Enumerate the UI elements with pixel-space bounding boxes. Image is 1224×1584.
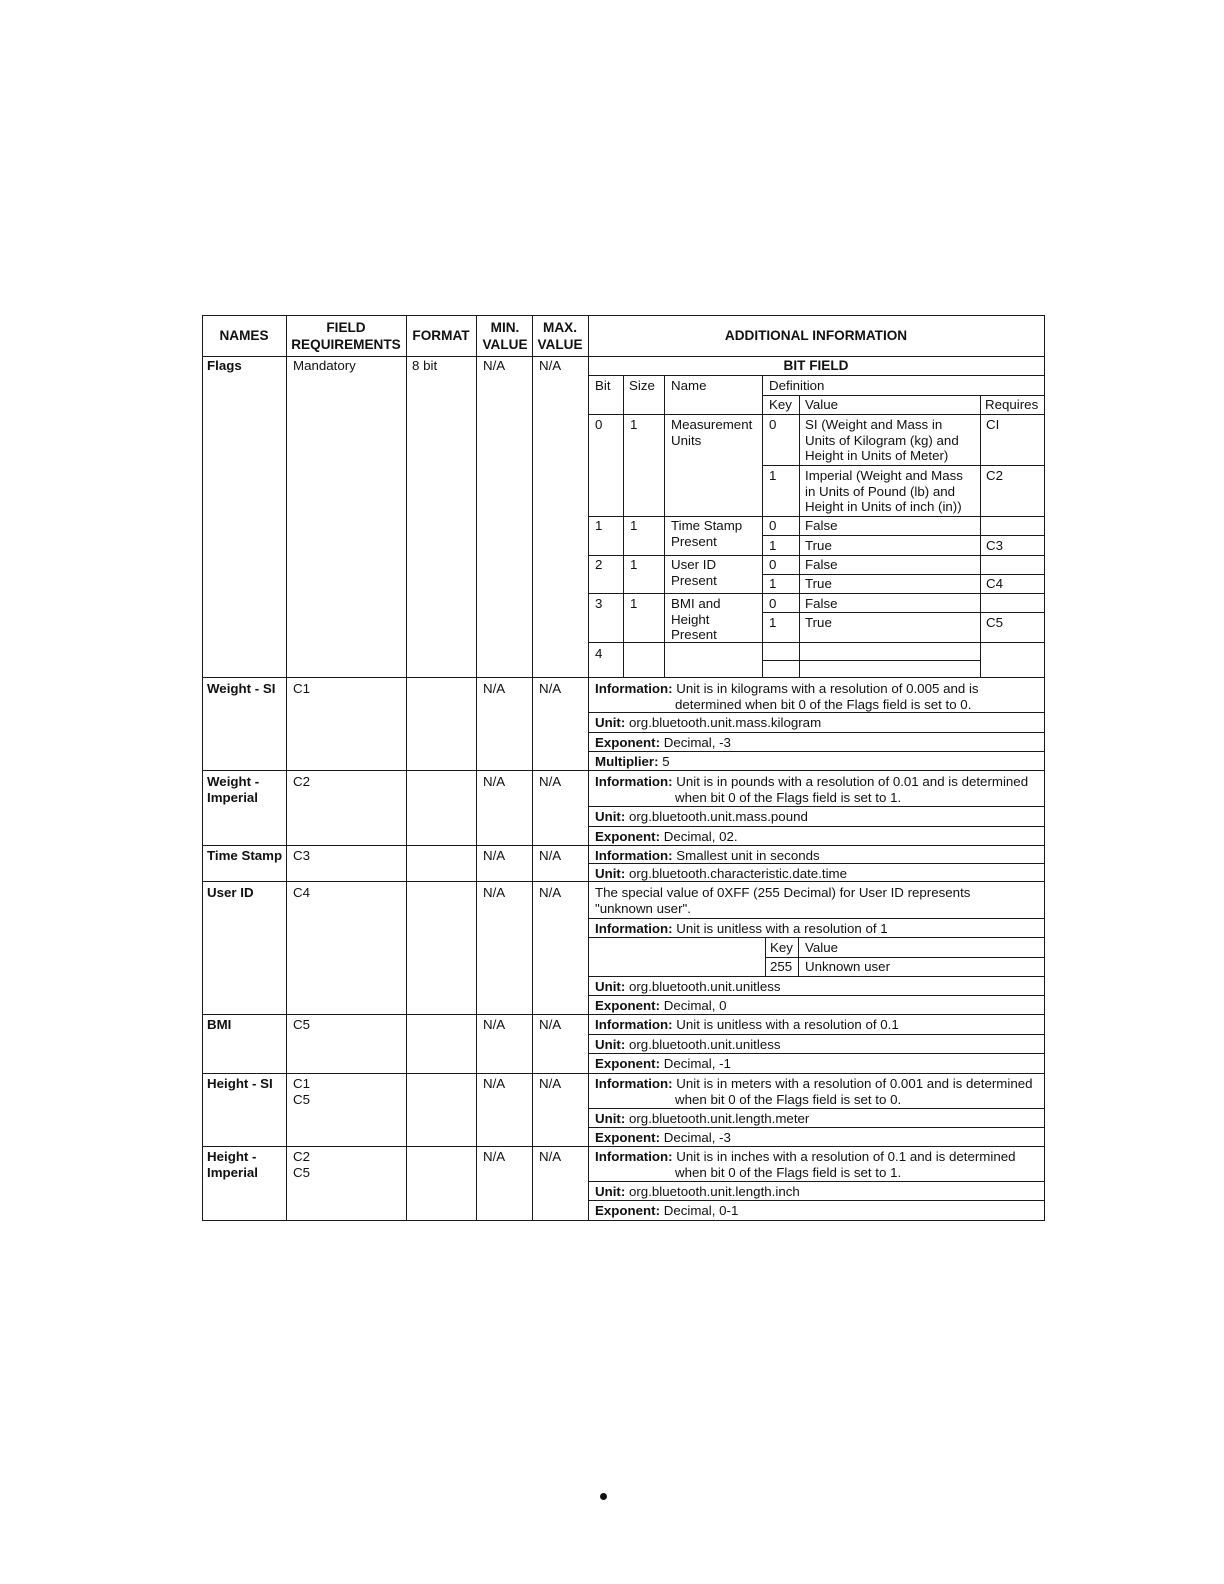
bit0-value1: Imperial (Weight and Mass in Units of Pound (lb) and Height in Units of inch (in)) [805, 468, 963, 514]
bit3-size: 1 [630, 596, 638, 611]
user-id-max: N/A [539, 885, 562, 900]
row-divider-bmi [202, 1073, 1045, 1074]
bit-header-line [588, 414, 1045, 415]
user-id-line-5 [588, 995, 1045, 996]
bit-field-line [588, 375, 1045, 376]
height-si-line-2 [588, 1127, 1045, 1128]
col-divider-requirements [406, 315, 407, 1221]
time-stamp-line-1 [588, 863, 1045, 864]
weight-si-information: Information: Unit is in kilograms with a resolution of 0.005 and is determined when bit 0 of the Flags field is set to 0. [595, 681, 979, 712]
col-divider-min [532, 315, 533, 1221]
col-divider-format [476, 315, 477, 1221]
weight-si-min: N/A [483, 681, 506, 696]
user-id-unit: Unit: org.bluetooth.unit.unitless [595, 979, 781, 994]
col-divider-max [588, 315, 589, 1221]
value-col-header: Value [805, 397, 839, 412]
bit2-bit: 2 [595, 557, 603, 572]
table-border-left [202, 315, 203, 1221]
bit3-name: BMI and Height Present [671, 596, 721, 642]
height-si-exponent: Exponent: Decimal, -3 [595, 1130, 731, 1145]
bit4-def-line [762, 660, 981, 661]
user-id-name: User ID [207, 885, 254, 900]
bit0-key1: 1 [769, 468, 777, 483]
header-min-value: MIN. VALUE [482, 320, 528, 352]
flags-min: N/A [483, 358, 506, 373]
row-divider-weight-imperial [202, 845, 1045, 846]
key-col-divider [799, 395, 800, 677]
user-id-line-2 [588, 937, 1045, 938]
bit2-key1: 1 [769, 576, 777, 591]
height-si-information: Information: Unit is in meters with a resolution of 0.001 and is determined when bit 0 of the Flags field is set to 0. [595, 1076, 1033, 1107]
col-divider-names [286, 315, 287, 1221]
weight-imperial-exponent: Exponent: Decimal, 02. [595, 829, 738, 844]
weight-si-line-1 [588, 712, 1045, 713]
bmi-line-1 [588, 1034, 1045, 1035]
user-id-line-4 [588, 976, 1045, 977]
row-divider-flags [202, 677, 1045, 678]
bit1-key1: 1 [769, 538, 777, 553]
flags-requirement: Mandatory [293, 358, 356, 373]
height-imperial-unit: Unit: org.bluetooth.unit.length.inch [595, 1184, 800, 1199]
bit2-line [588, 593, 1045, 594]
bit-field-title: BIT FIELD [783, 358, 849, 373]
bmi-name: BMI [207, 1017, 232, 1032]
bmi-min: N/A [483, 1017, 506, 1032]
weight-imperial-requirement: C2 [293, 774, 310, 789]
weight-si-max: N/A [539, 681, 562, 696]
user-id-key-header: Key [770, 940, 793, 955]
height-imperial-line-1 [588, 1181, 1045, 1182]
height-si-name: Height - SI [207, 1076, 273, 1091]
table-border-bottom [202, 1220, 1045, 1221]
bit1-value1: True [805, 538, 832, 553]
time-stamp-name: Time Stamp [207, 848, 283, 863]
bmi-requirement: C5 [293, 1017, 310, 1032]
weight-imperial-min: N/A [483, 774, 506, 789]
height-si-unit: Unit: org.bluetooth.unit.length.meter [595, 1111, 810, 1126]
weight-si-line-2 [588, 732, 1045, 733]
header-format: FORMAT [412, 328, 470, 343]
height-si-min: N/A [483, 1076, 506, 1091]
bit1-key0: 0 [769, 518, 777, 533]
user-id-exponent: Exponent: Decimal, 0 [595, 998, 727, 1013]
flags-name: Flags [207, 358, 242, 373]
bmi-unit: Unit: org.bluetooth.unit.unitless [595, 1037, 781, 1052]
height-imperial-information: Information: Unit is in inches with a resolution of 0.1 and is determined when bit 0 of the Flags field is set to 1. [595, 1149, 1016, 1180]
bit2-size: 1 [630, 557, 638, 572]
key-col-header: Key [769, 397, 792, 412]
bit0-requires1: C2 [986, 468, 1003, 483]
bit0-def-line [762, 465, 1045, 466]
flags-format: 8 bit [412, 358, 438, 373]
header-max-value: MAX. VALUE [537, 320, 583, 352]
bit-col-header: Bit [595, 378, 611, 393]
weight-si-name: Weight - SI [207, 681, 276, 696]
weight-imperial-line-1 [588, 806, 1045, 807]
bmi-exponent: Exponent: Decimal, -1 [595, 1056, 731, 1071]
bit0-size: 1 [630, 417, 638, 432]
name-col-header: Name [671, 378, 707, 393]
bit2-name: User ID Present [671, 557, 717, 588]
definition-col-header: Definition [769, 378, 825, 393]
user-id-value-header: Value [805, 940, 839, 955]
height-imperial-name: Height - Imperial [207, 1149, 258, 1180]
bit0-key0: 0 [769, 417, 777, 432]
flags-max: N/A [539, 358, 562, 373]
header-additional-information: ADDITIONAL INFORMATION [724, 328, 908, 343]
bit3-bit: 3 [595, 596, 603, 611]
bit0-bit: 0 [595, 417, 603, 432]
height-imperial-max: N/A [539, 1149, 562, 1164]
size-col-header: Size [629, 378, 655, 393]
bit1-size: 1 [630, 518, 638, 533]
name-col-divider [762, 375, 763, 677]
bit3-requires1: C5 [986, 615, 1003, 630]
weight-si-requirement: C1 [293, 681, 310, 696]
weight-imperial-max: N/A [539, 774, 562, 789]
row-divider-user-id [202, 1014, 1045, 1015]
time-stamp-min: N/A [483, 848, 506, 863]
row-divider-height-si [202, 1146, 1045, 1147]
bit3-line [588, 642, 1045, 643]
time-stamp-unit: Unit: org.bluetooth.characteristic.date.time [595, 866, 848, 881]
weight-imperial-unit: Unit: org.bluetooth.unit.mass.pound [595, 809, 808, 824]
weight-imperial-information: Information: Unit is in pounds with a resolution of 0.01 and is determined when bit 0 of the Flags field is set to 1. [595, 774, 1029, 805]
bit4-bit: 4 [595, 646, 603, 661]
bit0-name: Measurement Units [671, 417, 753, 448]
weight-si-unit: Unit: org.bluetooth.unit.mass.kilogram [595, 715, 822, 730]
height-imperial-line-2 [588, 1200, 1045, 1201]
user-id-requirement: C4 [293, 885, 310, 900]
time-stamp-requirement: C3 [293, 848, 310, 863]
header-names: NAMES [219, 328, 269, 343]
requires-col-header: Requires [985, 397, 1039, 412]
user-id-key: 255 [770, 959, 793, 974]
user-id-line-1 [588, 918, 1045, 919]
height-imperial-exponent: Exponent: Decimal, 0-1 [595, 1203, 739, 1218]
time-stamp-max: N/A [539, 848, 562, 863]
header-field-requirements: FIELD REQUIREMENTS [291, 320, 401, 352]
user-id-note: The special value of 0XFF (255 Decimal) for User ID represents "unknown user". [595, 885, 971, 916]
bit1-bit: 1 [595, 518, 603, 533]
height-imperial-requirement: C2 C5 [293, 1149, 310, 1180]
bit1-value0: False [805, 518, 838, 533]
bit0-requires0: CI [986, 417, 1000, 432]
bit3-def-line [762, 612, 1045, 613]
value-col-divider [980, 395, 981, 677]
bit2-value0: False [805, 557, 838, 572]
bit1-def-line [762, 535, 1045, 536]
bit3-value0: False [805, 596, 838, 611]
bmi-line-2 [588, 1053, 1045, 1054]
bmi-information: Information: Unit is unitless with a resolution of 0.1 [595, 1017, 899, 1032]
bit1-requires1: C3 [986, 538, 1003, 553]
time-stamp-information: Information: Smallest unit in seconds [595, 848, 820, 863]
height-si-max: N/A [539, 1076, 562, 1091]
height-si-line-1 [588, 1108, 1045, 1109]
user-id-min: N/A [483, 885, 506, 900]
bit3-value1: True [805, 615, 832, 630]
row-divider-weight-si [202, 770, 1045, 771]
bit-col-divider [623, 375, 624, 677]
weight-si-line-3 [588, 751, 1045, 752]
table-border-right [1044, 315, 1045, 1221]
user-id-information: Information: Unit is unitless with a resolution of 1 [595, 921, 888, 936]
bit2-key0: 0 [769, 557, 777, 572]
bit3-key1: 1 [769, 615, 777, 630]
bit2-value1: True [805, 576, 832, 591]
characteristic-fields-table [202, 315, 1045, 1221]
bmi-max: N/A [539, 1017, 562, 1032]
height-si-requirement: C1 C5 [293, 1076, 310, 1107]
page-marker-dot [600, 1493, 607, 1500]
bit1-name: Time Stamp Present [671, 518, 743, 549]
weight-imperial-name: Weight - Imperial [207, 774, 260, 805]
bit3-key0: 0 [769, 596, 777, 611]
bit2-requires1: C4 [986, 576, 1003, 591]
table-border-top [202, 315, 1045, 316]
height-imperial-min: N/A [483, 1149, 506, 1164]
weight-imperial-line-2 [588, 826, 1045, 827]
user-id-value: Unknown user [805, 959, 890, 974]
bit0-value0: SI (Weight and Mass in Units of Kilogram (kg) and Height in Units of Meter) [805, 417, 959, 463]
size-col-divider [664, 375, 665, 677]
weight-si-exponent: Exponent: Decimal, -3 [595, 735, 731, 750]
weight-si-multiplier: Multiplier: 5 [595, 754, 670, 769]
